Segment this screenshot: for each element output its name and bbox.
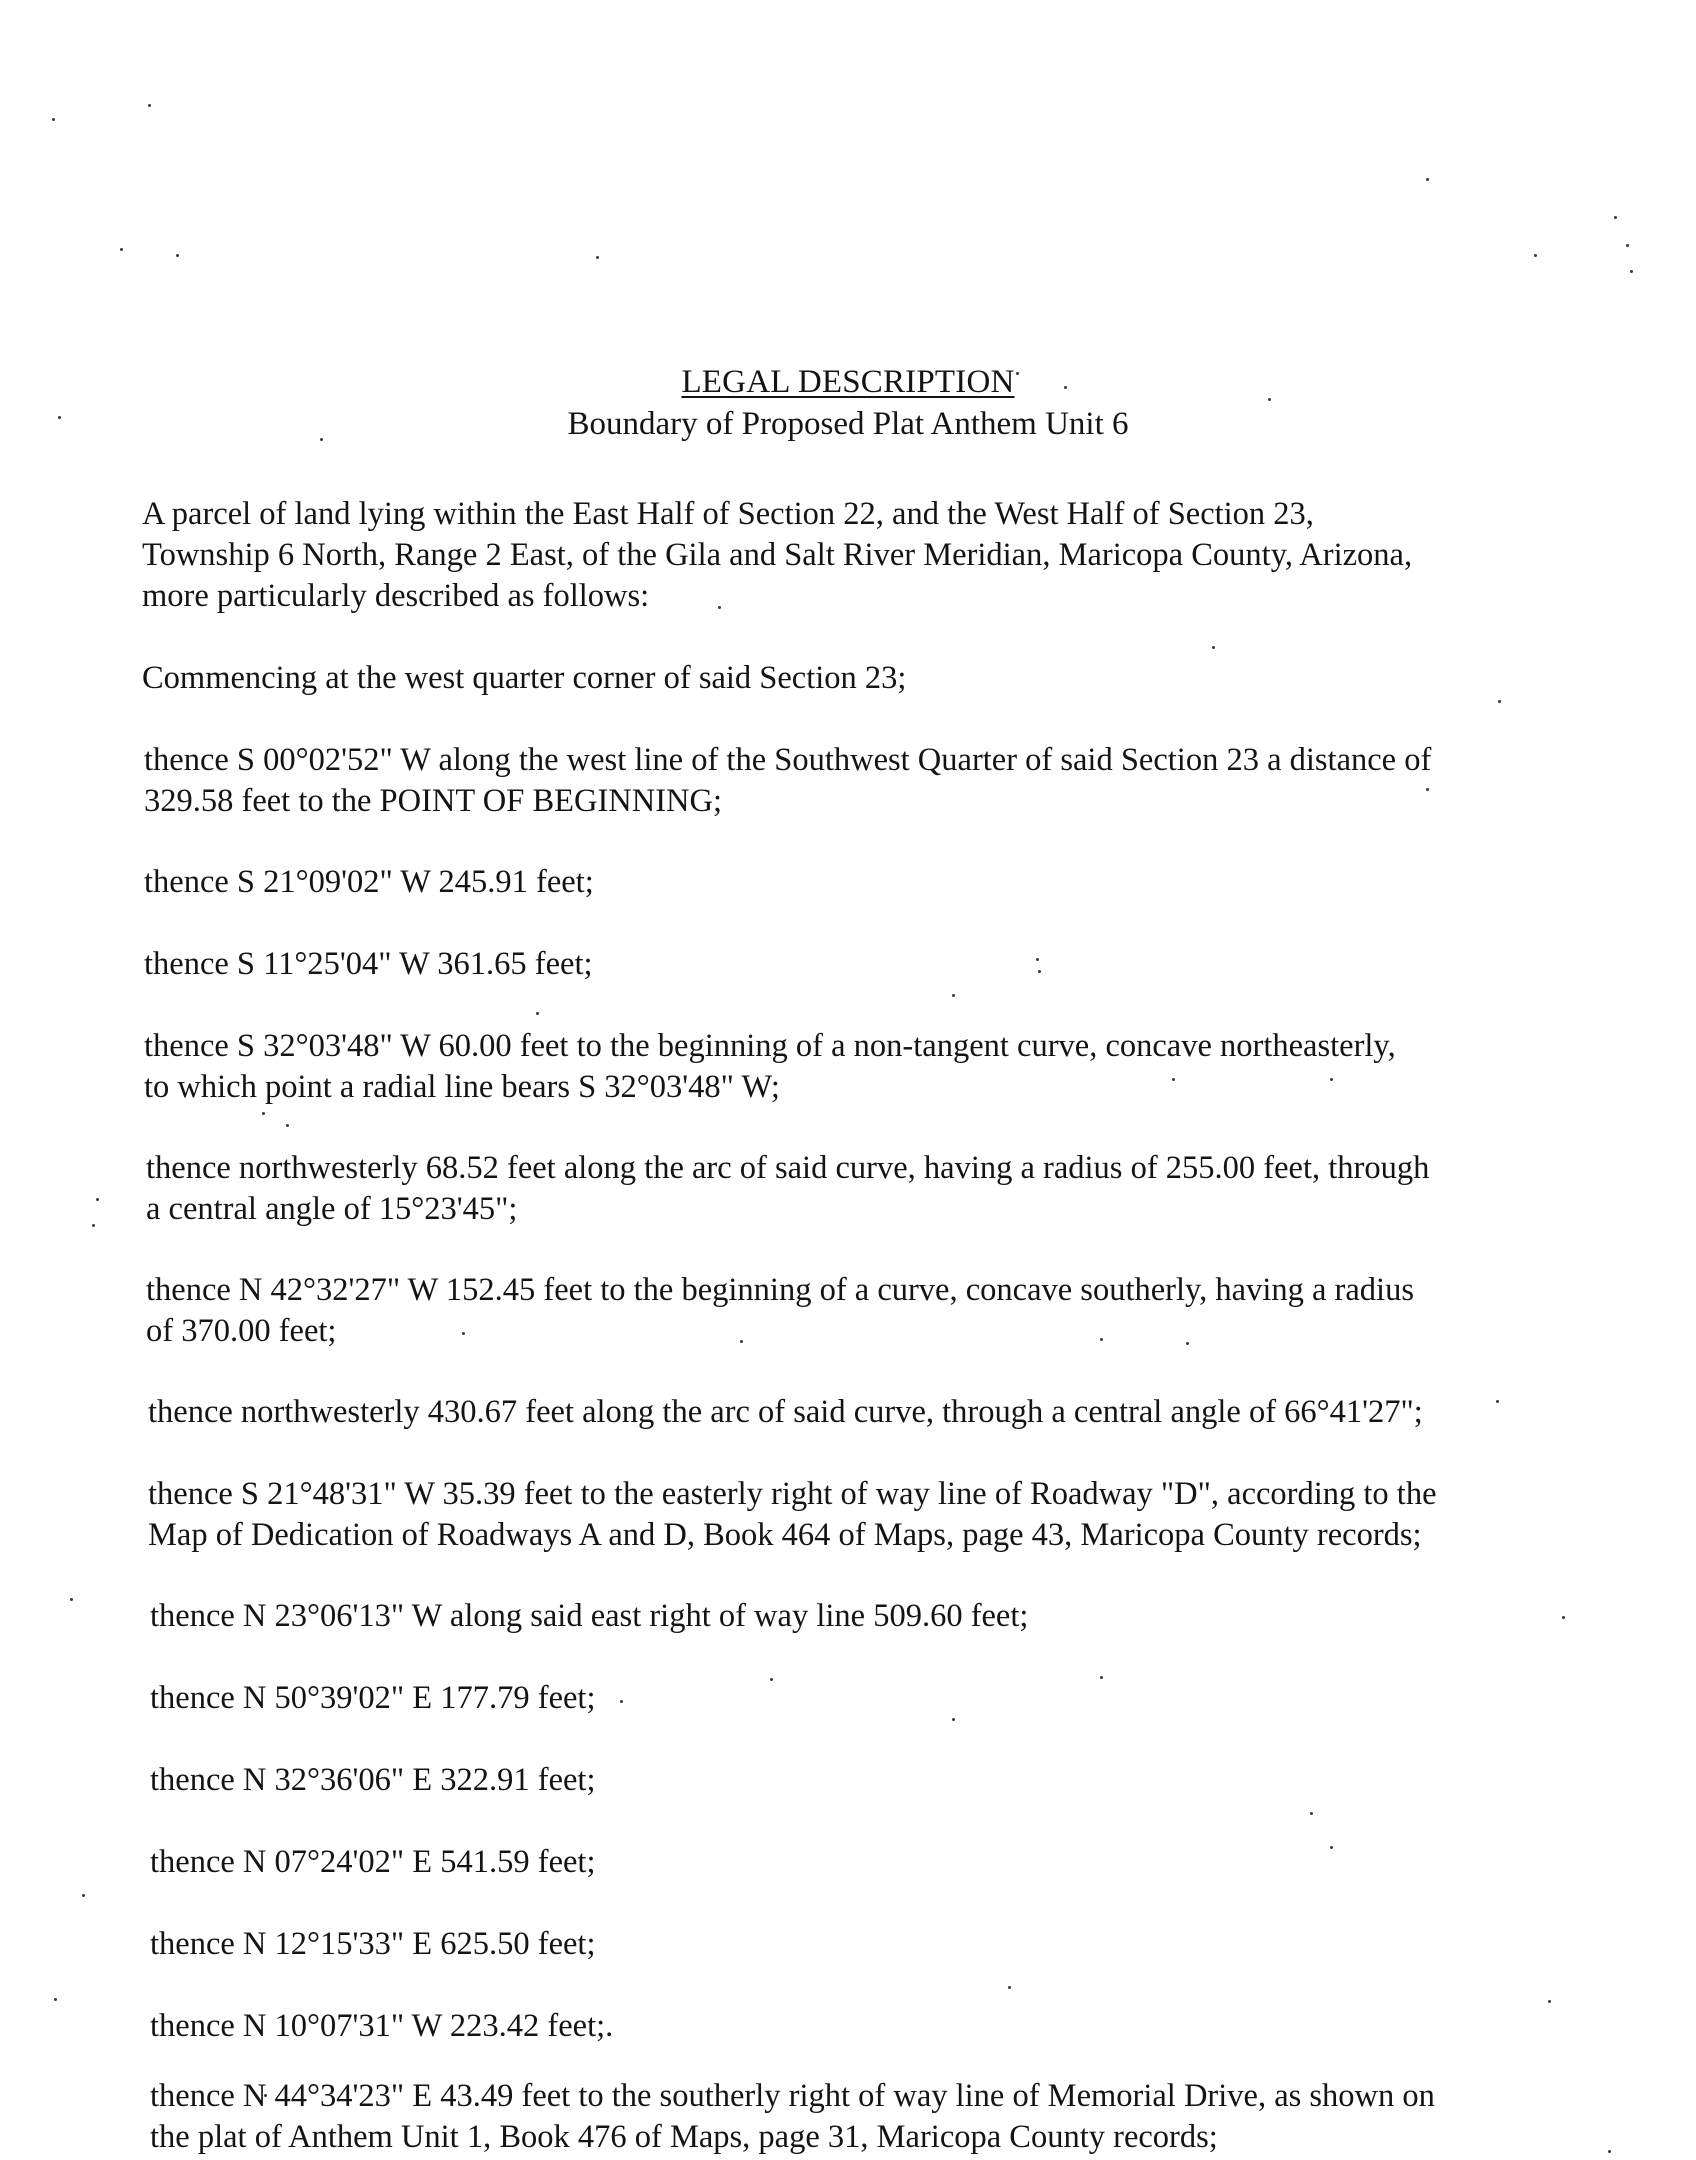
text-line: thence S 21°09'02" W 245.91 feet; (144, 864, 594, 900)
text-line: Map of Dedication of Roadways A and D, Book 464 of Maps, page 43, Maricopa County records; (148, 1517, 1422, 1553)
text-line: to which point a radial line bears S 32°03'48" W; (144, 1069, 780, 1105)
paragraph-course (150, 1842, 595, 1883)
text-line: thence N 32°36'06" E 322.91 feet; (150, 1762, 596, 1798)
text-line: thence S 11°25'04" W 361.65 feet; (144, 946, 593, 982)
text-line: thence northwesterly 68.52 feet along the arc of said curve, having a radius of 255.00 feet, through (146, 1150, 1430, 1186)
paragraph-course (146, 1148, 1429, 1230)
scan-speck (1038, 970, 1041, 973)
scan-speck (1426, 178, 1429, 181)
scan-speck (1626, 244, 1629, 247)
text-line: thence N 07°24'02" E 541.59 feet; (150, 1844, 596, 1880)
text-line: a central angle of 15°23'45"; (146, 1191, 518, 1227)
text-line: A parcel of land lying within the East Half of Section 22, and the West Half of Section 23, (142, 496, 1314, 532)
scan-speck (1100, 1676, 1103, 1679)
text-line: thence N 50°39'02" E 177.79 feet; (150, 1680, 596, 1716)
scan-speck (1630, 270, 1633, 273)
scan-speck (120, 248, 123, 251)
scan-speck (262, 1112, 265, 1115)
text-line: 329.58 feet to the POINT OF BEGINNING; (144, 783, 723, 819)
paragraph-course (150, 2076, 1435, 2158)
scan-speck (176, 254, 179, 257)
paragraph-course (150, 1924, 595, 1965)
scan-speck (952, 1718, 955, 1721)
scan-speck (620, 1700, 623, 1703)
scan-speck (92, 1224, 95, 1227)
scan-speck (1330, 1846, 1333, 1849)
text-line: the plat of Anthem Unit 1, Book 476 of Maps, page 31, Maricopa County records; (150, 2119, 1218, 2155)
scan-speck (536, 1012, 539, 1015)
scan-speck (952, 994, 955, 997)
text-line: thence S 21°48'31" W 35.39 feet to the easterly right of way line of Roadway "D", according to the (148, 1476, 1437, 1512)
scan-speck (596, 256, 599, 259)
scan-speck (1036, 958, 1039, 961)
document-subtitle: Boundary of Proposed Plat Anthem Unit 6 (567, 406, 1129, 442)
paragraph-course (148, 1392, 1423, 1433)
paragraph-course (150, 1678, 595, 1719)
scan-speck (770, 1678, 773, 1681)
paragraph-course (150, 1760, 595, 1801)
scan-speck (54, 1998, 57, 2001)
scan-speck (286, 1124, 289, 1127)
text-line: Commencing at the west quarter corner of said Section 23; (142, 660, 907, 696)
scan-speck (1498, 700, 1501, 703)
scan-speck (1496, 1400, 1499, 1403)
text-line: thence S 32°03'48" W 60.00 feet to the beginning of a non-tangent curve, concave northeasterly, (144, 1028, 1396, 1064)
scan-speck (70, 1598, 73, 1601)
text-line: thence S 00°02'52" W along the west line of the Southwest Quarter of said Section 23 a distance of (144, 742, 1432, 778)
paragraph-course (144, 944, 593, 985)
text-line: thence N 44°34'23" E 43.49 feet to the southerly right of way line of Memorial Drive, as shown on (150, 2078, 1435, 2114)
paragraph-point-of-beginning (144, 740, 1431, 822)
text-line: thence northwesterly 430.67 feet along the arc of said curve, through a central angle of 66°41'27"; (148, 1394, 1423, 1430)
paragraph-course (146, 1270, 1414, 1352)
text-line: Township 6 North, Range 2 East, of the Gila and Salt River Meridian, Maricopa County, Arizona, (142, 537, 1413, 573)
scan-speck (1608, 2150, 1611, 2153)
text-line: thence N 12°15'33" E 625.50 feet; (150, 1926, 596, 1962)
scan-speck (1548, 2000, 1551, 2003)
scan-speck (96, 1198, 99, 1201)
text-line: thence N 42°32'27" W 152.45 feet to the beginning of a curve, concave southerly, having a radius (146, 1272, 1414, 1308)
scan-speck (52, 118, 55, 121)
scan-speck (1008, 1986, 1011, 1989)
paragraph-course (144, 1026, 1396, 1108)
paragraph-parcel (142, 494, 1412, 617)
scan-speck (1534, 254, 1537, 257)
scan-speck (1614, 216, 1617, 219)
text-line: thence N 10°07'31" W 223.42 feet;. (150, 2008, 614, 2044)
paragraph-course (148, 1474, 1437, 1556)
scan-speck (1562, 1616, 1565, 1619)
scan-speck (1310, 1812, 1313, 1815)
scan-speck (1212, 646, 1215, 649)
paragraph-course (144, 862, 594, 903)
text-line: thence N 23°06'13" W along said east right of way line 509.60 feet; (150, 1598, 1029, 1634)
scan-speck (82, 1894, 85, 1897)
paragraph-course (150, 1596, 1028, 1637)
text-line: of 370.00 feet; (146, 1313, 337, 1349)
scan-speck (148, 104, 151, 107)
document-title: LEGAL DESCRIPTION (681, 364, 1015, 400)
paragraph-commencing (142, 658, 906, 699)
text-line: more particularly described as follows: (142, 578, 650, 614)
paragraph-course (150, 2006, 613, 2047)
